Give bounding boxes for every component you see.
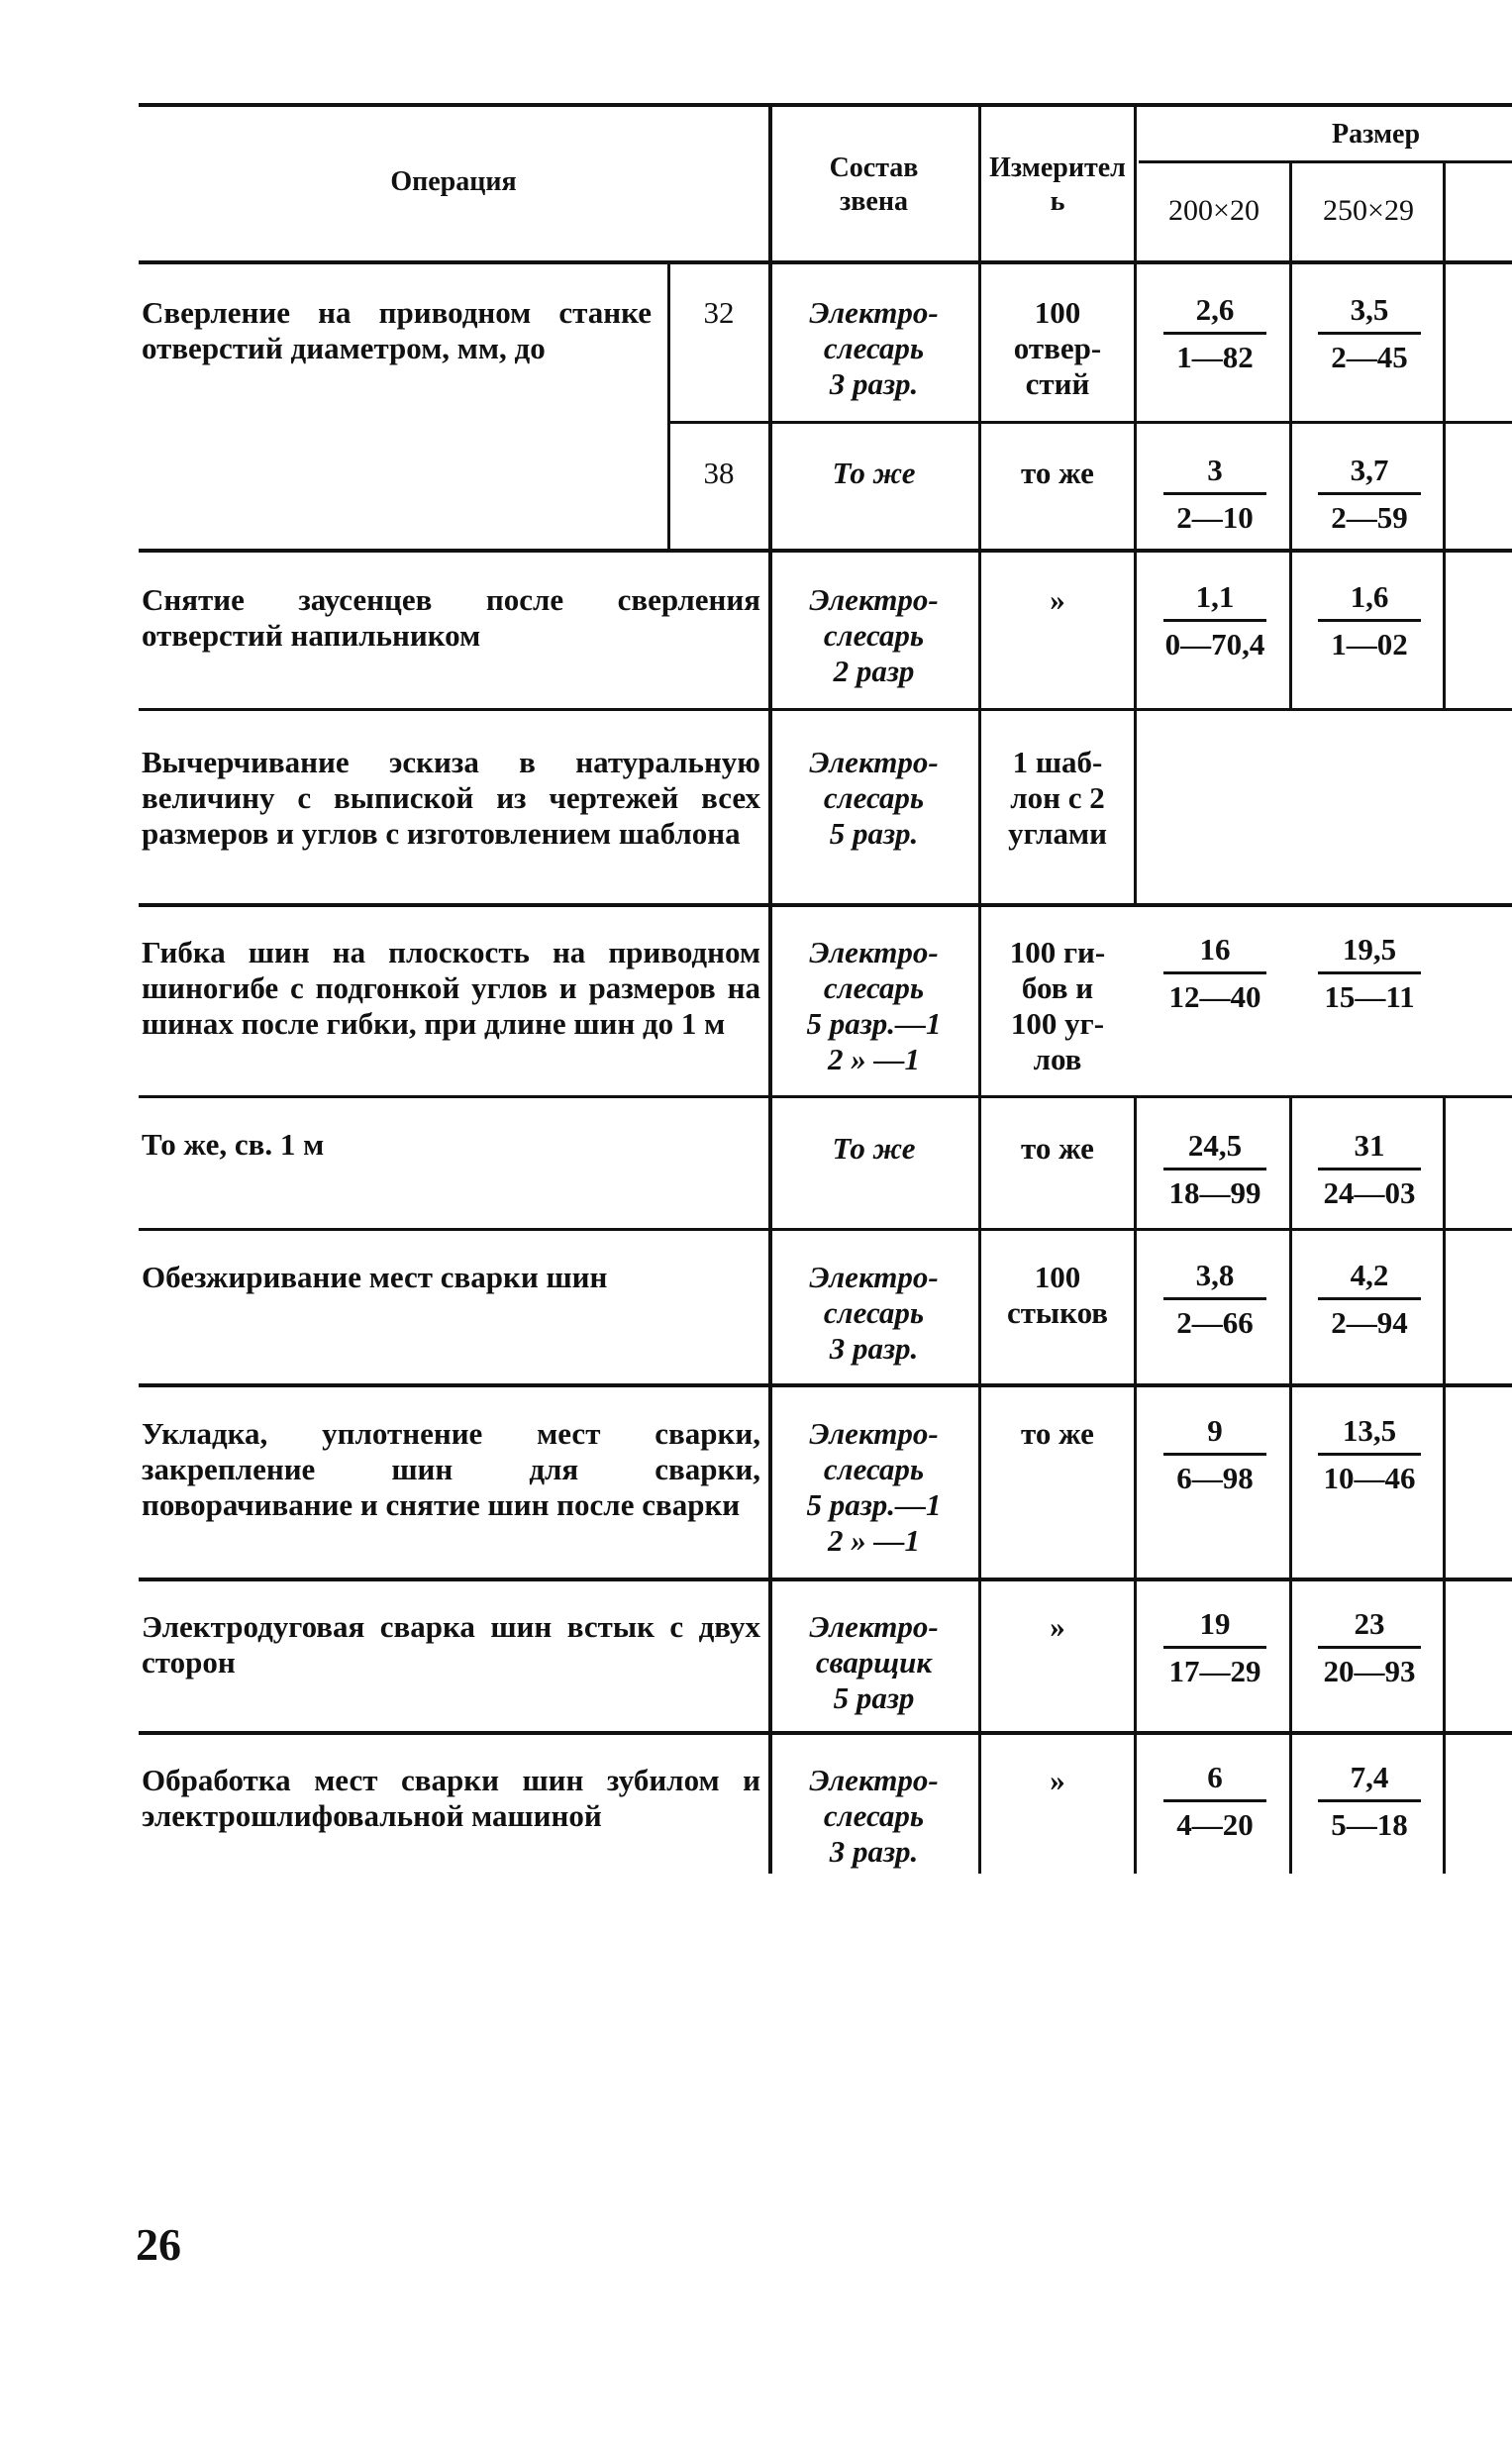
numerator: 1,1 [1195,579,1235,614]
row-2-crew: Электро- слесарь 2 разр [809,582,939,688]
row-1a-diameter: 32 [703,295,735,330]
header-operation: Операция [390,166,517,197]
row-rule-7 [139,1578,1512,1581]
denominator: 2—59 [1331,500,1408,535]
row-8-operation: Электродуговая сварка шин встык с двух сторон [142,1609,760,1680]
header-size-2: 250×29 [1323,194,1414,227]
denominator: 10—46 [1323,1461,1416,1495]
row-2-value-250x29 [1300,577,1439,663]
denominator: 5—18 [1331,1807,1408,1842]
size-group-rule [1139,160,1512,163]
numerator: 6 [1207,1760,1223,1794]
row-1a-value-250x29 [1300,290,1439,376]
header-crew: Состав звена [829,153,919,217]
row-8-crew: Электро- сварщик 5 разр [809,1609,939,1715]
row-rule-2 [139,708,1512,711]
row-8-value-250x29 [1300,1604,1439,1690]
row-2-measure: » [1050,582,1065,617]
denominator: 4—20 [1176,1807,1254,1842]
denominator: 2—66 [1176,1305,1254,1340]
numerator: 3 [1207,453,1223,487]
row-4-operation: Гибка шин на плоскость на приводном шиногибе с подгонкой углов и размеров на шинах после гибки, при длине шин до 1 м [142,935,760,1041]
numerator: 9 [1207,1413,1223,1448]
row-6-operation: Обезжиривание мест сварки шин [142,1260,608,1294]
size2-col-rule-b [1289,1095,1292,1874]
size3-col-rule-b [1443,1095,1446,1874]
crew-col-rule [768,105,772,1874]
row-7-crew: Электро- слесарь 5 разр.—1 2 » —1 [806,1416,942,1558]
row-8-value-200x20 [1146,1604,1284,1690]
row-rule-4 [139,1095,1512,1098]
row-4-value-250x29 [1300,930,1439,1016]
fraction-bar [1318,1646,1421,1649]
row-5-value-200x20 [1146,1126,1284,1212]
row-1a-value-200x20 [1146,290,1284,376]
denominator: 15—11 [1324,979,1415,1014]
numerator: 31 [1354,1128,1385,1163]
denominator: 18—99 [1168,1175,1261,1210]
denominator: 2—94 [1331,1305,1408,1340]
row-7-value-250x29 [1300,1411,1439,1497]
row-9-value-250x29 [1300,1758,1439,1844]
subrow-rule [669,421,1512,424]
fraction-bar [1163,1168,1266,1171]
row-5-operation: То же, св. 1 м [142,1127,325,1162]
row-9-measure: » [1050,1763,1065,1797]
row-1b-measure: то же [1021,456,1094,490]
row-3-measure: 1 шаб- лон с 2 углами [1008,745,1107,851]
row-1-operation: Сверление на приводном станке отверстий диаметром, мм, до [142,295,652,365]
row-2-operation: Снятие заусенцев после сверления отверстий напильником [142,582,760,653]
row-5-crew: То же [832,1131,916,1166]
numerator: 7,4 [1350,1760,1389,1794]
fraction-bar [1318,619,1421,622]
size1-col-rule-top [1134,105,1137,907]
fraction-bar [1163,1297,1266,1300]
row-9-crew: Электро- слесарь 3 разр. [809,1763,939,1869]
table-top-rule [139,103,1512,107]
fraction-bar [1163,1646,1266,1649]
row-1b-diameter: 38 [703,456,735,490]
denominator: 24—03 [1323,1175,1416,1210]
row-5-measure: то же [1021,1131,1094,1166]
header-bottom-rule [139,260,1512,264]
denominator: 2—45 [1331,340,1408,374]
denominator: 1—82 [1176,340,1254,374]
denominator: 2—10 [1176,500,1254,535]
fraction-bar [1318,1168,1421,1171]
fraction-bar [1318,492,1421,495]
row-2-value-200x20 [1146,577,1284,663]
fraction-bar [1163,619,1266,622]
row-7-operation: Укладка, уплотнение мест сварки, закрепление шин для сварки, поворачивание и снятие шин после сварки [142,1416,760,1522]
numerator: 3,5 [1350,292,1389,327]
numerator: 19,5 [1342,932,1397,967]
row-rule-5 [139,1228,1512,1231]
row-7-measure: то же [1021,1416,1094,1451]
denominator: 1—02 [1331,627,1408,662]
row-1b-value-250x29 [1300,451,1439,537]
fraction-bar [1318,332,1421,335]
size1-col-rule-bottom [1134,1095,1137,1874]
row-4-measure: 100 ги- бов и 100 уг- лов [1009,935,1106,1076]
numerator: 19 [1199,1606,1231,1641]
denominator: 17—29 [1168,1654,1261,1688]
fraction-bar [1163,1453,1266,1456]
row-rule-6 [139,1383,1512,1387]
row-8-measure: » [1050,1609,1065,1644]
row-6-value-250x29 [1300,1256,1439,1342]
header-size-1: 200×20 [1168,194,1260,227]
size2-col-rule-a [1289,160,1292,711]
numerator: 23 [1354,1606,1385,1641]
fraction-bar [1163,332,1266,335]
fraction-bar [1163,492,1266,495]
row-1b-crew: То же [832,456,916,490]
numerator: 3,8 [1195,1258,1235,1292]
numerator: 3,7 [1350,453,1389,487]
fraction-bar [1318,1799,1421,1802]
row-9-value-200x20 [1146,1758,1284,1844]
fraction-bar [1163,1799,1266,1802]
numerator: 16 [1199,932,1231,967]
row-1a-measure: 100 отвер- стий [1013,295,1102,401]
row-rule-8 [139,1731,1512,1735]
row-rule-3 [139,903,1512,907]
fraction-bar [1318,971,1421,974]
row-9-operation: Обработка мест сварки шин зубилом и электрошлифовальной машиной [142,1763,760,1833]
row-4-value-200x20 [1146,930,1284,1016]
denominator: 20—93 [1323,1654,1416,1688]
fraction-bar [1163,971,1266,974]
row-1b-value-200x20 [1146,451,1284,537]
row-3-crew: Электро- слесарь 5 разр. [809,745,939,851]
row-6-measure: 100 стыков [1006,1260,1109,1330]
row-7-value-200x20 [1146,1411,1284,1497]
row-6-crew: Электро- слесарь 3 разр. [809,1260,939,1366]
row-1a-crew: Электро- слесарь 3 разр. [809,295,939,401]
row-3-operation: Вычерчивание эскиза в натуральную величину с выпиской из чертежей всех размеров и углов с изготовлением шаблона [142,745,760,851]
page-number: 26 [136,2219,181,2270]
denominator: 0—70,4 [1164,627,1265,662]
numerator: 4,2 [1350,1258,1389,1292]
denominator: 12—40 [1168,979,1261,1014]
row-5-value-250x29 [1300,1126,1439,1212]
header-size-group: Размер [1332,119,1421,150]
size3-col-rule-a [1443,160,1446,711]
denominator: 6—98 [1176,1461,1254,1495]
numerator: 13,5 [1342,1413,1397,1448]
numerator: 2,6 [1195,292,1235,327]
numerator: 24,5 [1187,1128,1243,1163]
row-6-value-200x20 [1146,1256,1284,1342]
fraction-bar [1318,1297,1421,1300]
fraction-bar [1318,1453,1421,1456]
numerator: 1,6 [1350,579,1389,614]
row-4-crew: Электро- слесарь 5 разр.—1 2 » —1 [806,935,942,1076]
measure-col-rule [978,105,981,1874]
row-rule-1 [139,549,1512,553]
header-measure: Измеритель [989,153,1126,217]
